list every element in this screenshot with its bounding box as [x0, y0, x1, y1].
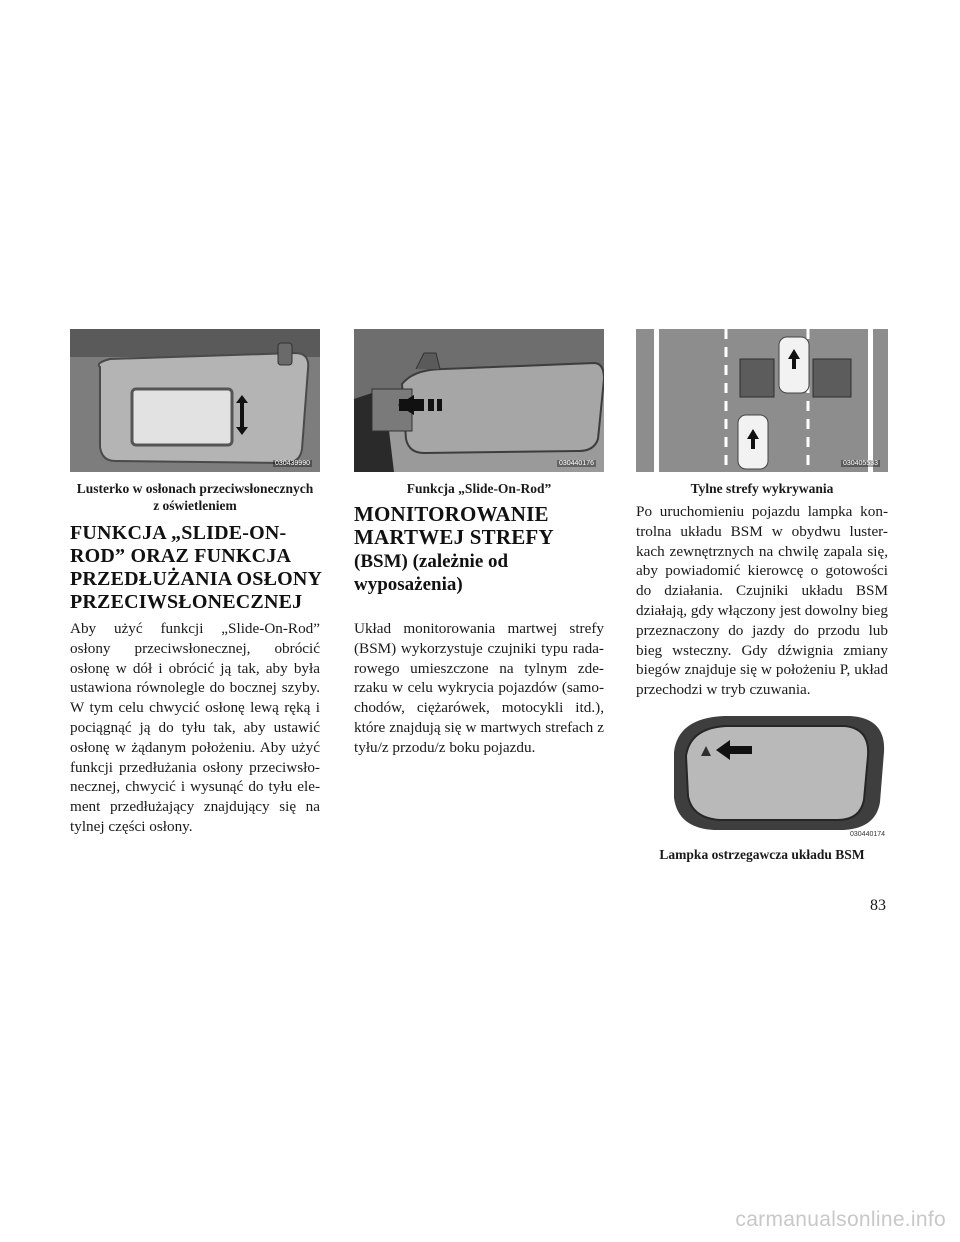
- slide-on-rod-illustration: [354, 329, 604, 472]
- section-heading: MONITOROWANIE MARTWEJ STREFY: [354, 502, 554, 549]
- figure-caption: Lampka ostrzegawcza układu BSM: [659, 847, 865, 862]
- section-heading-block: [354, 503, 610, 596]
- figure-bsm-mirror: [664, 712, 890, 838]
- figure-slide-on-rod: [354, 329, 604, 472]
- visor-mirror-illustration: [70, 329, 320, 472]
- figure-code: 030439990: [274, 460, 310, 467]
- site-watermark[interactable]: carmanualsonline.info: [735, 1208, 946, 1231]
- figure-code: 030440174: [850, 831, 886, 838]
- section-body: Po uruchomieniu pojazdu lampka kon-trolna układu BSM w obydwu luster-kach zewnętrznych na chwilę zapala się, aby powiadomić kierowcę o gotowości do działania. Czujniki układu BSM działają, gdy włączony jest dowolny bieg przeznaczony do jazdy do przodu lub bieg wsteczny. Gdy dźwignia zmiany biegów znajduje się w położeniu P, układ przechodzi w tryb czuwania.: [636, 503, 888, 699]
- figure-caption: Funkcja „Slide-On-Rod”: [406, 481, 552, 496]
- caption-line: z oświetleniem: [153, 498, 237, 513]
- page-number: 83: [870, 897, 886, 914]
- figure-visor-mirror: [70, 329, 320, 472]
- section-body: Aby użyć funkcji „Slide-On-Rod” osłony przeciwsłonecznej, obrócić osłonę w dół i obrócić ją tak, aby była ustawiona równolegle do bocznej szyby. W tym celu chwycić osłonę lewą ręką i pociągnąć ją do tyłu tak, aby ustawić osłonę w żądanym położeniu. Aby użyć funkcji przedłużania osłony przeciwsło-necznej, chwycić i wysunąć do tyłu ele-ment przedłużający znajdujący się na tylnej części osłony.: [70, 620, 320, 835]
- caption-line: Lusterko w osłonach przeciwsłonecznych: [76, 481, 314, 496]
- section-body: Układ monitorowania martwej strefy (BSM) wykorzystuje czujniki typu rada-rowego umieszczone na tylnym zde-rzaku w celu wykrycia pojazdów (samo-chodów, ciężarówek, motocykli itd.), które znajdują się w martwych strefach z tyłu/z przodu/z boku pojazdu.: [354, 620, 604, 756]
- section-subheading: (BSM) (zależnie od wyposażenia): [354, 551, 509, 595]
- figure-caption: [68, 480, 322, 514]
- detection-zones-diagram: [636, 329, 888, 472]
- section-heading: FUNKCJA „SLIDE-ON-ROD” ORAZ FUNKCJA PRZEDŁUŻANIA OSŁONY PRZECIWSŁONECZNEJ: [70, 522, 322, 613]
- figure-caption: Tylne strefy wykrywania: [690, 481, 834, 496]
- figure-code: 030405533: [842, 460, 878, 467]
- figure-detection-zones: [636, 329, 888, 472]
- figure-code: 030440176: [558, 460, 594, 467]
- bsm-mirror-illustration: [664, 712, 890, 838]
